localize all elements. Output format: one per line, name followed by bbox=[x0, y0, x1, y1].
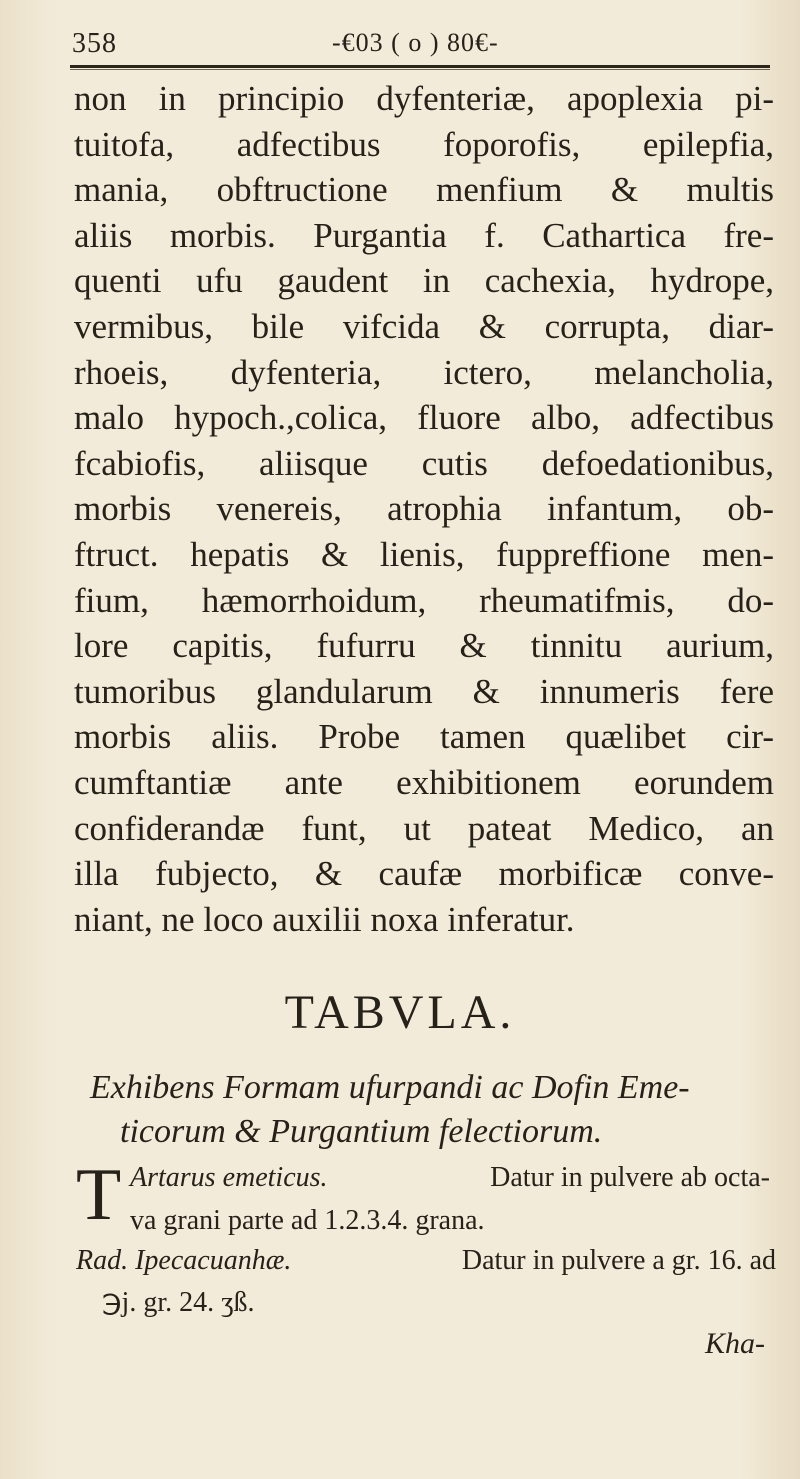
body-line: cumftantiæ ante exhibitionem eorundem bbox=[74, 762, 774, 802]
body-line: lore capitis, fufurru & tinnitu aurium, bbox=[74, 626, 774, 666]
body-line: morbis venereis, atrophia infantum, ob- bbox=[74, 489, 774, 529]
entry-1-line-1 bbox=[130, 1160, 770, 1196]
body-line: fcabiofis, aliisque cutis defoedationibus, bbox=[74, 443, 774, 483]
body-paragraph bbox=[74, 76, 774, 942]
body-line: morbis aliis. Probe tamen quælibet cir- bbox=[74, 717, 774, 757]
body-line: fium, hæmorrhoidum, rheumatifmis, do- bbox=[74, 580, 774, 620]
header-rule-thin bbox=[70, 69, 770, 70]
body-line: vermibus, bile vifcida & corrupta, diar- bbox=[74, 306, 774, 346]
entry-1-line-2: va grani parte ad 1.2.3.4. grana. bbox=[130, 1205, 485, 1236]
body-line: illa fubjecto, & caufæ morbificæ conve- bbox=[74, 854, 774, 894]
body-line: tumoribus glandularum & innumeris fere bbox=[74, 671, 774, 711]
subheading-line-1: Exhibens Formam ufurpandi ac Dofin Eme- bbox=[90, 1069, 690, 1106]
table-heading: TABVLA. bbox=[284, 986, 516, 1039]
body-line: non in principio dyfenteriæ, apoplexia pi- bbox=[74, 79, 774, 118]
header-rule bbox=[70, 65, 770, 68]
body-line: niant, ne loco auxilii noxa inferatur. bbox=[74, 899, 575, 939]
entry-2-line-1 bbox=[76, 1243, 776, 1279]
body-line: confiderandæ funt, ut pateat Medico, an bbox=[74, 808, 774, 848]
body-line: malo hypoch.,colica, fluore albo, adfectibus bbox=[74, 398, 774, 438]
drop-cap: T bbox=[76, 1154, 122, 1236]
table-subheading bbox=[90, 1066, 780, 1154]
body-line: ftruct. hepatis & lienis, fuppreffione men- bbox=[74, 534, 774, 574]
body-line: mania, obftructione menfium & multis bbox=[74, 170, 774, 210]
entry-2-text: Datur in pulvere a gr. 16. ad bbox=[461, 1245, 776, 1276]
entry-2-name: Rad. Ipecacuanhæ. bbox=[76, 1245, 292, 1276]
body-line: aliis morbis. Purgantia f. Cathartica fre- bbox=[74, 215, 774, 255]
catchword: Kha- bbox=[705, 1327, 765, 1360]
entry-2-line-2: ℈j. gr. 24. ʒß. bbox=[102, 1287, 255, 1318]
entry-1-name: Artarus emeticus. bbox=[130, 1162, 328, 1193]
subheading-line-2: ticorum & Purgantium felectiorum. bbox=[120, 1113, 603, 1150]
body-line: tuitofa, adfectibus foporofis, epilepfia, bbox=[74, 124, 774, 164]
body-line: rhoeis, dyfenteria, ictero, melancholia, bbox=[74, 352, 774, 392]
body-line: quenti ufu gaudent in cachexia, hydrope, bbox=[74, 261, 774, 301]
running-head-ornament: -€03 ( o ) 80€- bbox=[332, 28, 499, 57]
page-number: 358 bbox=[72, 28, 117, 59]
entry-1-text: Datur in pulvere ab octa- bbox=[490, 1162, 770, 1193]
page-header bbox=[72, 22, 772, 62]
